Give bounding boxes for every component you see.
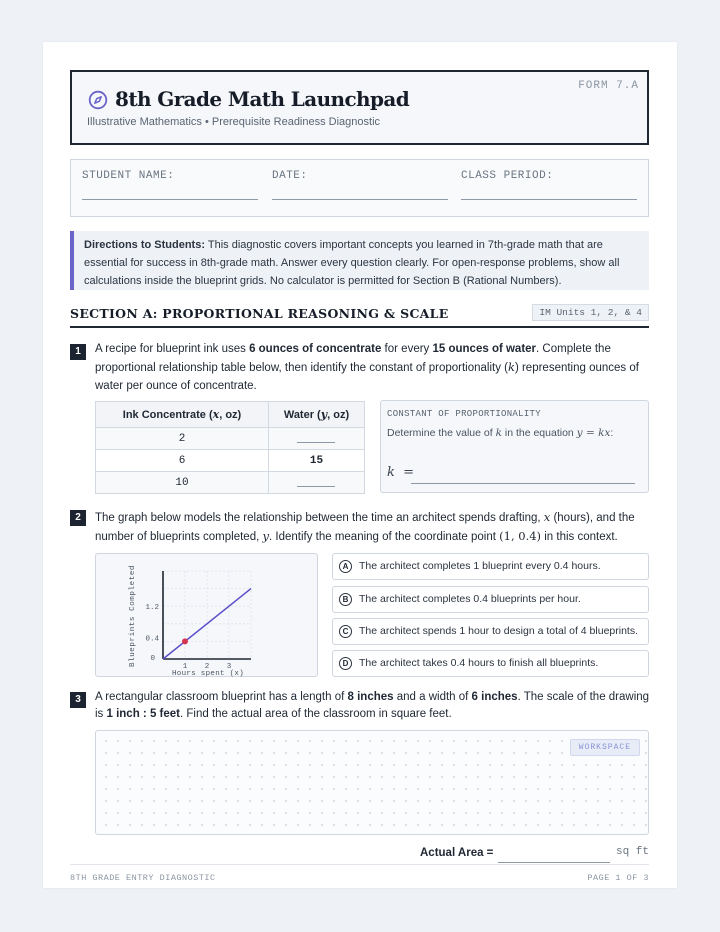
ratio-table <box>95 401 365 494</box>
option-d[interactable] <box>332 650 649 677</box>
question-2-number: 2 <box>70 510 86 526</box>
table-row <box>96 428 365 450</box>
cp-text-part: in the equation <box>501 427 577 439</box>
ratio-table-header <box>96 402 365 428</box>
q3-text-part: . The scale of the drawing is <box>95 691 650 720</box>
cp-equation: y = kx <box>576 427 611 439</box>
graph-box <box>95 553 318 677</box>
class-period-line[interactable] <box>461 199 637 200</box>
x-tick-label: 1 <box>182 663 188 671</box>
date-label: DATE: <box>272 170 308 182</box>
col2-var: y <box>320 408 328 421</box>
page-number: PAGE 1 OF 3 <box>587 873 649 883</box>
y-tick-label: 0 <box>150 655 155 663</box>
water-answer-cell[interactable] <box>268 428 364 450</box>
col1-suffix: , oz) <box>219 409 242 421</box>
footer-title: 8TH GRADE ENTRY DIAGNOSTIC <box>70 873 216 883</box>
col1-var: x <box>212 408 220 421</box>
question-1-number: 1 <box>70 344 86 360</box>
section-a-title: SECTION A: PROPORTIONAL REASONING & SCALE <box>70 306 449 321</box>
option-c[interactable] <box>332 618 649 645</box>
directions-box <box>70 231 649 290</box>
water-answer-cell[interactable] <box>268 472 364 494</box>
actual-area-label: Actual Area = <box>420 847 494 859</box>
cp-instructions <box>387 427 613 439</box>
student-info-box <box>70 159 649 217</box>
q3-text-part: and a width of <box>393 691 472 703</box>
x-tick-label: 3 <box>226 663 232 671</box>
cp-label: CONSTANT OF PROPORTIONALITY <box>387 409 541 419</box>
page-title: 8th Grade Math Launchpad <box>115 87 410 111</box>
option-b[interactable] <box>332 586 649 613</box>
footer-divider <box>70 864 649 865</box>
question-3-text <box>95 689 651 723</box>
q2-y-variable: y <box>262 529 269 543</box>
class-period-label: CLASS PERIOD: <box>461 170 554 182</box>
compass-icon <box>88 90 108 110</box>
option-b-letter: B <box>339 593 352 606</box>
cp-text-part: : <box>610 427 614 439</box>
x-axis-label: Hours spent (x) <box>171 670 245 678</box>
question-3-number: 3 <box>70 692 86 708</box>
q1-text-part: for every <box>381 343 433 355</box>
q2-text-part: in this context. <box>541 531 618 543</box>
option-c-letter: C <box>339 625 352 638</box>
q3-width: 6 inches <box>471 691 518 703</box>
option-a[interactable] <box>332 553 649 580</box>
y-axis-label: Blueprints Completed <box>129 564 137 668</box>
directions-label: Directions to Students: <box>84 239 206 251</box>
area-unit-label: sq ft <box>616 846 650 858</box>
q1-text-part: . Complete the proportional relationship table below, then identify the constant of proportionality ( <box>95 343 611 374</box>
highlight-point <box>182 638 188 644</box>
constant-of-proportionality-box <box>380 400 649 493</box>
col-concentrate-header <box>96 402 269 428</box>
cp-k: k <box>495 427 502 439</box>
q1-concentrate-amount: 6 ounces of concentrate <box>249 343 382 355</box>
option-c-text: The architect spends 1 hour to design a total of 4 blueprints. <box>359 625 639 637</box>
student-name-line[interactable] <box>82 199 258 200</box>
col1-label: Ink Concentrate ( <box>122 409 213 421</box>
q1-text-part: A recipe for blueprint ink uses <box>95 343 250 355</box>
q1-water-amount: 15 ounces of water <box>432 343 537 355</box>
col2-suffix: , oz) <box>327 409 350 421</box>
water-cell: 15 <box>268 450 364 472</box>
option-a-letter: A <box>339 560 352 573</box>
q2-text-part: (hours), and the number of blueprints completed, <box>95 512 635 543</box>
student-name-field[interactable] <box>82 170 258 200</box>
table-row <box>96 450 365 472</box>
q2-coordinate-point: (1, 0.4) <box>499 529 542 543</box>
question-2-text <box>95 508 651 546</box>
q2-text-part: The graph below models the relationship between the time an architect spends drafting, <box>95 512 544 524</box>
concentrate-cell: 10 <box>96 472 269 494</box>
option-d-text: The architect takes 0.4 hours to finish all blueprints. <box>359 657 599 669</box>
date-line[interactable] <box>272 199 448 200</box>
class-period-field[interactable] <box>461 170 637 200</box>
worksheet-header <box>70 70 649 145</box>
worksheet-page <box>43 42 677 888</box>
water-blank[interactable] <box>297 475 335 487</box>
q3-text-part: A rectangular classroom blueprint has a length of <box>95 691 348 703</box>
option-a-text: The architect completes 1 blueprint every 0.4 hours. <box>359 560 601 572</box>
proportional-graph <box>96 554 319 678</box>
q2-text-part: . Identify the meaning of the coordinate point <box>268 531 500 543</box>
workspace-grid[interactable] <box>95 730 649 835</box>
q3-length: 8 inches <box>347 691 394 703</box>
x-tick-label: 2 <box>204 663 210 671</box>
option-d-letter: D <box>339 657 352 670</box>
section-a-header <box>70 302 649 328</box>
y-tick-label: 0.4 <box>145 635 159 644</box>
units-tag: IM Units 1, 2, & 4 <box>532 304 649 321</box>
question-1-text <box>95 340 651 395</box>
q3-text-part: . Find the actual area of the classroom in square feet. <box>180 708 452 720</box>
k-answer-line[interactable] <box>411 483 635 484</box>
q3-scale: 1 inch : 5 feet <box>106 708 180 720</box>
date-field[interactable] <box>272 170 448 200</box>
q1-text-part: ) representing ounces of water per ounce of concentrate. <box>95 362 639 392</box>
directions-text: This diagnostic covers important concepts you learned in 7th-grade math that are essential for success in 8th-grade math. Answer every question clearly. For open-response problems, show all calculations inside the blueprint grids. No calculator is permitted for Section B (Rational Numbers). <box>84 239 620 287</box>
graph-grid <box>163 571 251 659</box>
table-row <box>96 472 365 494</box>
concentrate-cell: 6 <box>96 450 269 472</box>
page-subtitle: Illustrative Mathematics • Prerequisite Readiness Diagnostic <box>87 116 381 128</box>
form-code: FORM 7.A <box>578 80 639 92</box>
col-water-header <box>268 402 364 428</box>
concentrate-cell: 2 <box>96 428 269 450</box>
cp-text-part: Determine the value of <box>387 427 496 439</box>
col2-label: Water ( <box>283 409 321 421</box>
water-blank[interactable] <box>297 431 335 443</box>
workspace-tag: WORKSPACE <box>570 739 640 756</box>
k-equals-label: k = <box>387 465 415 480</box>
y-tick-label: 1.2 <box>145 604 159 613</box>
q2-x-variable: x <box>543 510 551 524</box>
actual-area-answer-line[interactable] <box>498 862 610 863</box>
student-name-label: STUDENT NAME: <box>82 170 175 182</box>
option-b-text: The architect completes 0.4 blueprints per hour. <box>359 593 581 605</box>
q1-k-variable: k <box>507 360 515 374</box>
